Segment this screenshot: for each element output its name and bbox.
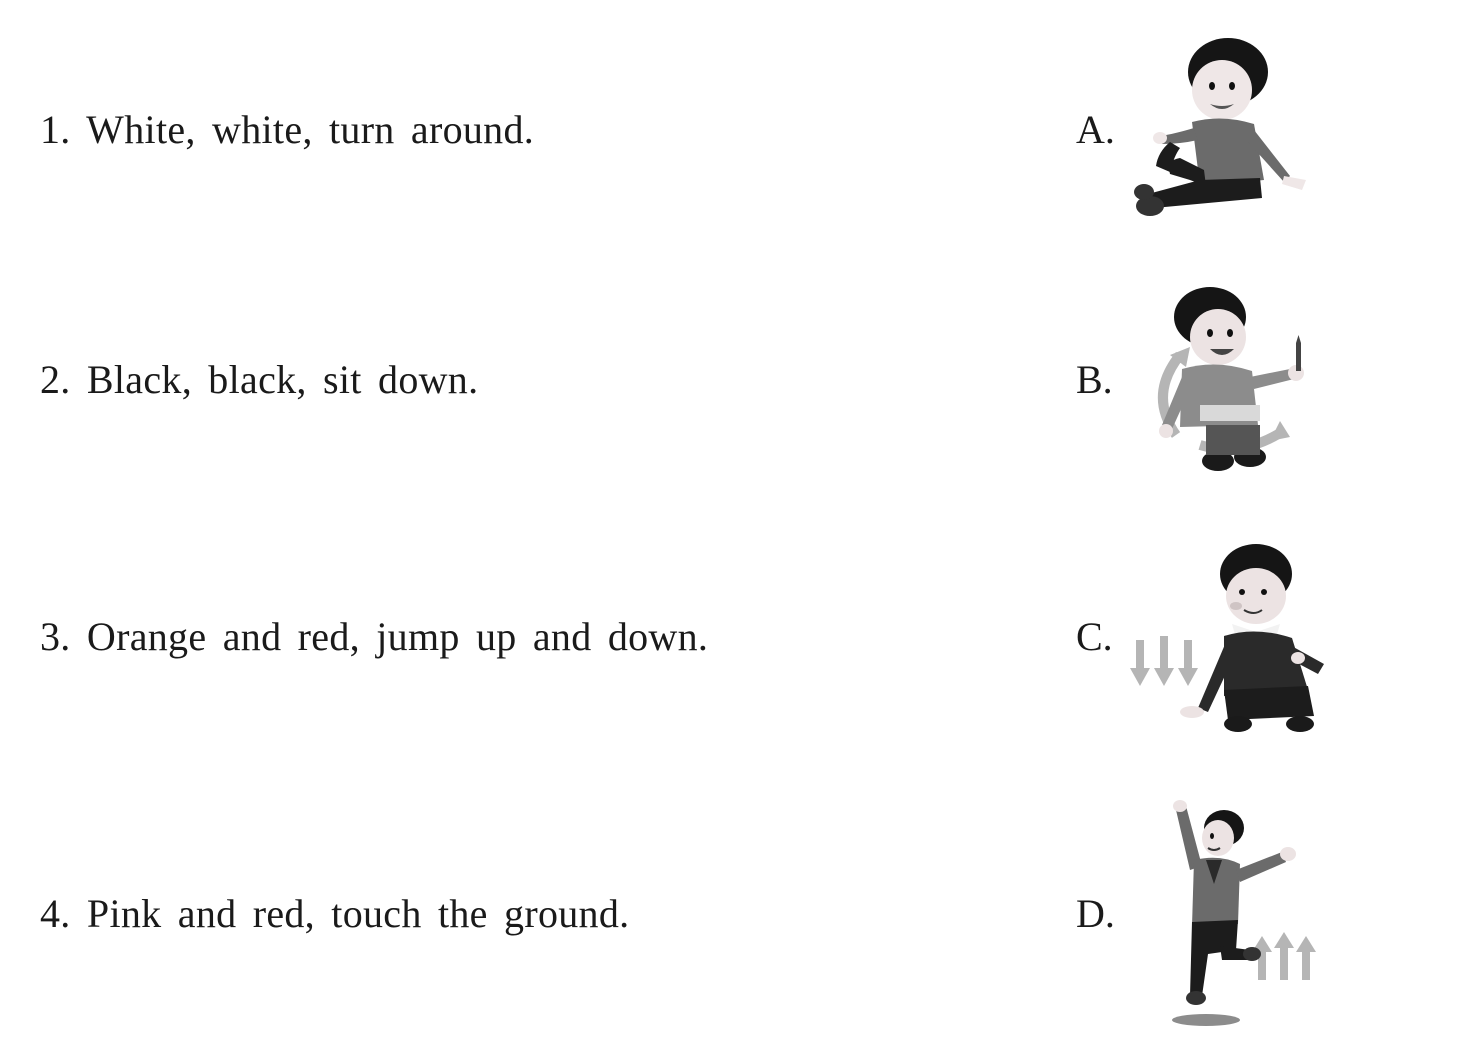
option-c-letter: C.: [1076, 614, 1113, 659]
picture-a-boy-sitting: [1130, 30, 1315, 225]
sentence-2: 2. Black, black, sit down.: [40, 357, 479, 402]
sentence-3: 3. Orange and red, jump up and down.: [40, 614, 709, 659]
picture-b-boy-turning: [1140, 285, 1325, 480]
sentence-4: 4. Pink and red, touch the ground.: [40, 891, 630, 936]
option-b-letter: B.: [1076, 357, 1113, 402]
picture-d-boy-jumping: [1160, 800, 1325, 1030]
option-a-letter: A.: [1076, 107, 1115, 152]
sentence-1: 1. White, white, turn around.: [40, 107, 535, 152]
option-d-letter: D.: [1076, 891, 1115, 936]
picture-c-boy-squatting: [1128, 540, 1338, 740]
